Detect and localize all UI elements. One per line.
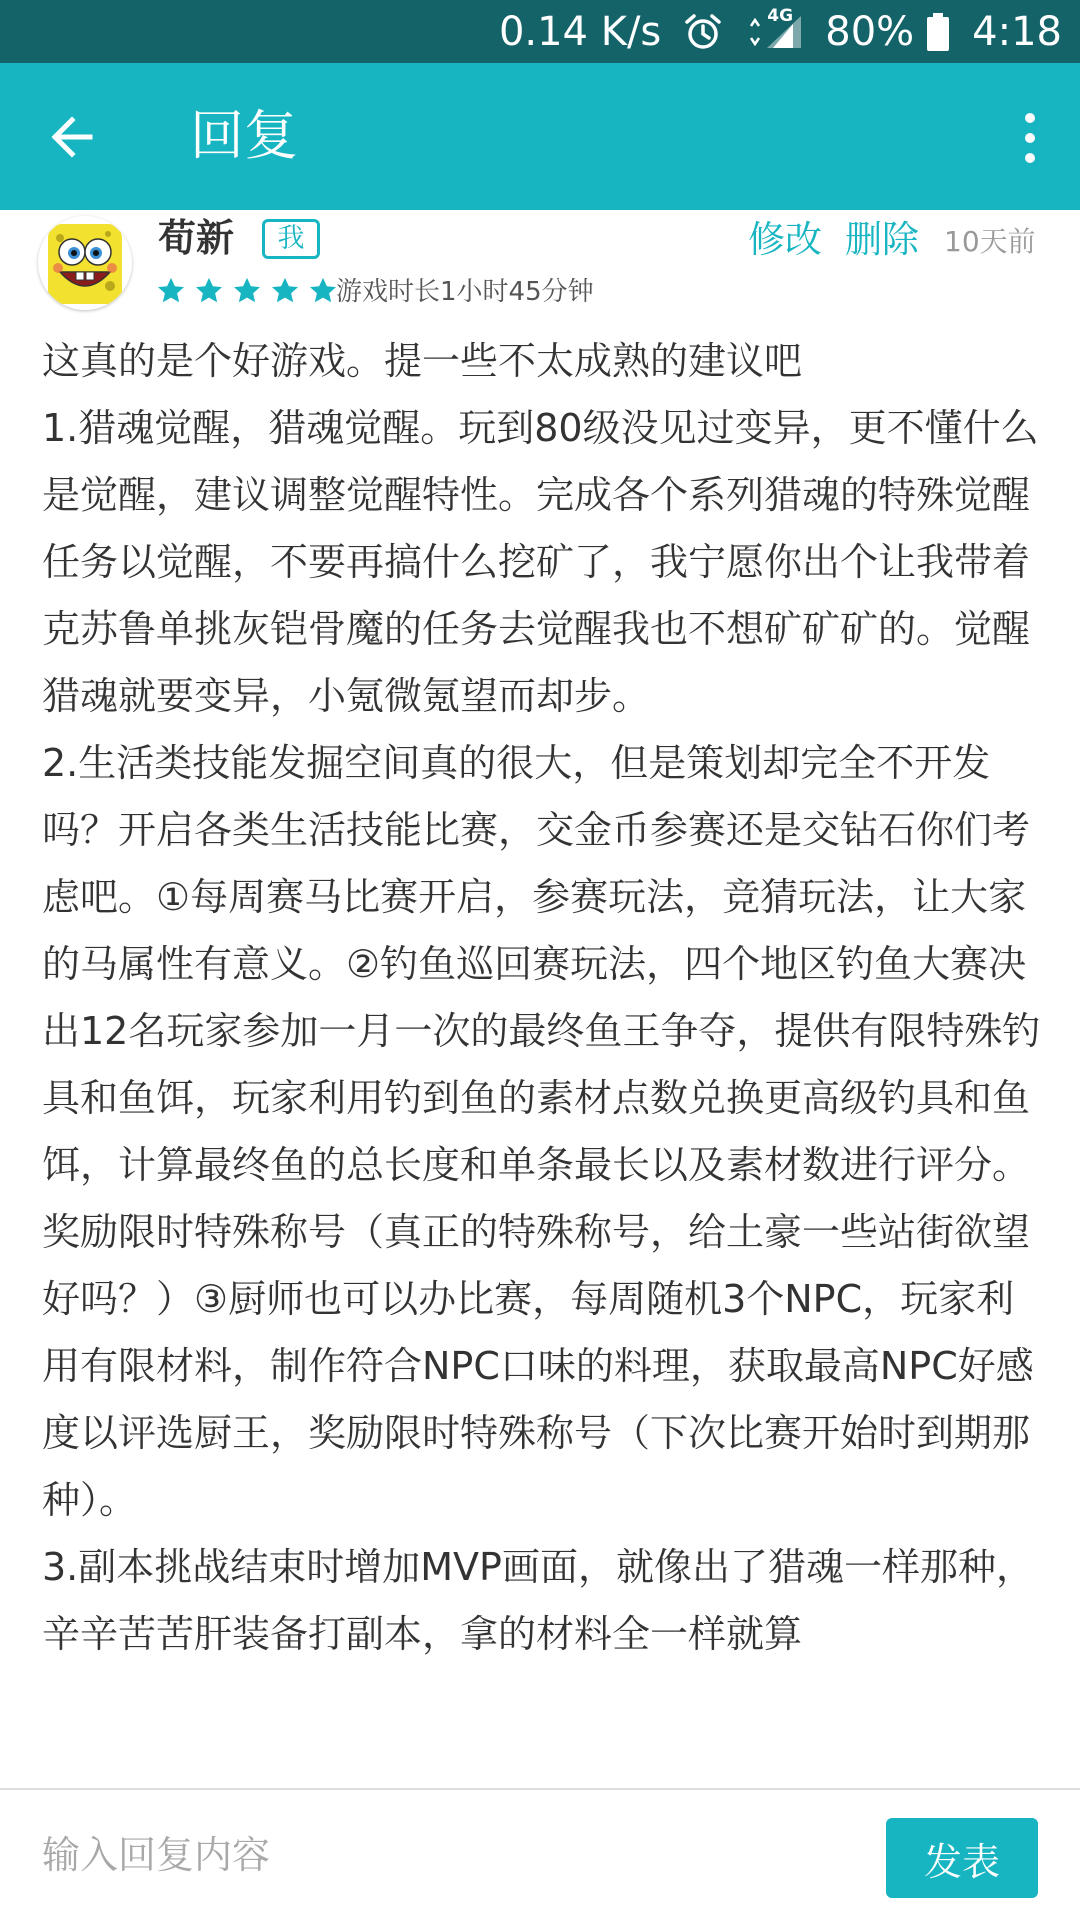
app-bar	[0, 63, 1080, 210]
back-button[interactable]	[44, 107, 104, 167]
sponge-character-icon	[38, 216, 132, 310]
star-icon	[308, 276, 338, 306]
delete-button[interactable]: 删除	[845, 218, 919, 261]
review-body: 这真的是个好游戏。提一些不太成熟的建议吧 1.猎魂觉醒，猎魂觉醒。玩到80级没见过变异，更不懂什么是觉醒，建议调整觉醒特性。完成各个系列猎魂的特殊觉醒任务以觉醒，不要再搞什么挖矿了，我宁愿你出个让我带着克苏鲁单挑灰铠骨魔的任务去觉醒我也不想矿矿矿的。觉醒猎魂就要变异，小氪微氪望而却步。 2.生活类技能发掘空间真的很大，但是策划却完全不开发吗？开启各类生活技能比赛，交金币参赛还是交钻石你们考虑吧。①每周赛马比赛开启，参赛玩法，竞猜玩法，让大家的马属性有意义。②钓鱼巡回赛玩法，四个地区钓鱼大赛决出12名玩家参加一月一次的最终鱼王争夺，提供有限特殊钓具和鱼饵，玩家利用钓到鱼的素材点数兑换更高级钓具和鱼饵，计算最终鱼的总长度和单条最长以及素材数进行评分。奖励限时特殊称号（真正的特殊称号，给土豪一些站街欲望好吗？）③厨师也可以办比赛，每周随机3个NPC，玩家利用有限材料，制作符合NPC口味的料理，获取最高NPC好感度以评选厨王，奖励限时特殊称号（下次比赛开始时到期那种）。 3.副本挑战结束时增加MVP画面，就像出了猎魂一样那种，辛辛苦苦肝装备打副本，拿的材料全一样就算	[42, 339, 1041, 1656]
arrow-left-icon	[44, 107, 104, 167]
star-rating	[156, 276, 346, 306]
battery-percent: 80%	[825, 8, 915, 55]
edit-button[interactable]: 修改	[748, 218, 822, 261]
battery-icon	[926, 12, 950, 52]
submit-button[interactable]: 发表	[886, 1818, 1038, 1898]
alarm-icon	[683, 12, 723, 52]
clock: 4:18	[972, 8, 1062, 55]
username: 荀新	[158, 216, 235, 260]
reply-bar	[0, 1788, 1080, 1920]
signal-icon	[745, 5, 803, 52]
star-icon	[232, 276, 262, 306]
network-speed: 0.14 K/s	[498, 8, 662, 55]
network-type: 4G	[767, 5, 794, 26]
more-vert-icon	[1010, 103, 1050, 173]
playtime: 游戏时长1小时45分钟	[336, 277, 594, 307]
star-icon	[194, 276, 224, 306]
star-icon	[270, 276, 300, 306]
post-time: 10天前	[944, 225, 1036, 258]
reply-input[interactable]	[42, 1820, 822, 1890]
page-title: 回复	[190, 104, 298, 167]
avatar[interactable]	[38, 216, 132, 310]
star-icon	[156, 276, 186, 306]
me-badge: 我	[262, 219, 320, 259]
review-detail	[0, 210, 1080, 1788]
more-options-button[interactable]	[1010, 103, 1050, 173]
status-bar	[0, 0, 1080, 63]
